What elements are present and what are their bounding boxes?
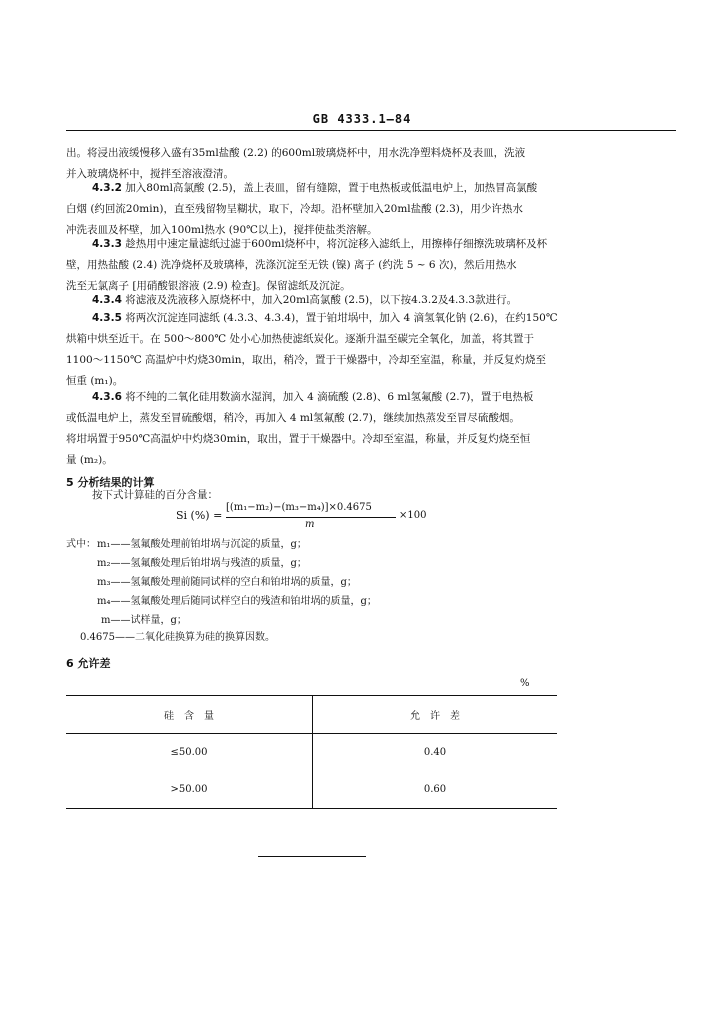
table-row: [66, 771, 557, 809]
para-line: 洗至无氯离子 [用硝酸银溶液 (2.9) 检查]。保留滤纸及沉淀。: [66, 280, 351, 292]
table-cell: 0.40: [423, 747, 447, 758]
clause-text: 加入80ml高氯酸 (2.5)，盖上表皿，留有缝隙，置于电热板或低温电炉上，加热冒高氯酸: [125, 182, 538, 194]
formula-denominator: m: [305, 519, 315, 530]
table-cell: 0.60: [313, 771, 558, 809]
para-line: 并入玻璃烧杯中，搅拌至溶液澄清。: [66, 168, 234, 180]
clause-4-3-3: [92, 234, 547, 255]
column-header: 允 许 差: [313, 696, 558, 734]
para-line: 冲洗表皿及杯壁，加入100ml热水 (90℃以上)，搅拌使盐类溶解。: [66, 224, 378, 236]
definition-line: 0.4675——二氧化硅换算为硅的换算因数。: [80, 632, 275, 643]
column-header: 硅 含 量: [66, 696, 313, 734]
unit-label: %: [520, 678, 530, 689]
tolerance-table: [66, 695, 557, 809]
clause-number: 4.3.4: [92, 294, 122, 306]
formula-lhs: Si (%) =: [176, 509, 223, 522]
end-rule: [258, 856, 366, 857]
clause-number: 4.3.6: [92, 391, 122, 403]
clause-text: 将两次沉淀连同滤纸 (4.3.3、4.3.4)，置于铂坩埚中，加入 4 滴氢氧化钠 (2.6)，在约150℃: [125, 312, 558, 324]
definition-line: m₂——氢氟酸处理后铂坩埚与残渣的质量，g；: [97, 558, 307, 569]
formula-intro: 按下式计算硅的百分含量：: [92, 489, 218, 501]
table-row: [66, 734, 557, 772]
fraction-bar: [226, 517, 396, 518]
section-5-heading: 5 分析结果的计算: [66, 476, 155, 489]
para-line: 1100～1150℃ 高温炉中灼烧30min，取出，稍冷，置于干燥器中，冷却至室温，称量，并反复灼烧至: [66, 354, 546, 366]
table-cell: ≤50.00: [66, 734, 313, 772]
definition-line: m₄——氢氟酸处理后随同试样空白的残渣和铂坩埚的质量，g；: [97, 596, 377, 607]
formula-numerator: [(m₁−m₂)−(m₃−m₄)]×0.4675: [226, 502, 372, 513]
para-line: 或低温电炉上，蒸发至冒硫酸烟，稍冷，再加入 4 ml氢氟酸 (2.7)，继续加热蒸发至冒尽硫酸烟。: [66, 412, 520, 424]
formula-multiplier: ×100: [399, 510, 427, 521]
para-line: 壁，用热盐酸 (2.4) 洗净烧杯及玻璃棒，洗涤沉淀至无铁 (镍) 离子 (约洗 5 ~ 6 次)，然后用热水: [66, 259, 517, 271]
page-header: GB 4333.1—84: [312, 112, 412, 126]
clause-text: 将滤液及洗液移入原烧杯中，加入20ml高氯酸 (2.5)，以下按4.3.2及4.3.3款进行。: [125, 294, 518, 306]
para-line: 出。将浸出液缓慢移入盛有35ml盐酸 (2.2) 的600ml玻璃烧杯中，用水洗净塑料烧杯及表皿，洗液: [66, 147, 526, 159]
clause-4-3-6: [92, 387, 533, 408]
table-header-row: [66, 696, 557, 734]
para-line: 恒重 (m₁)。: [66, 375, 124, 387]
clause-number: 4.3.5: [92, 312, 122, 324]
clause-number: 4.3.2: [92, 182, 122, 194]
para-line: 量 (m₂)。: [66, 454, 113, 466]
definition-line: m₁——氢氟酸处理前铂坩埚与沉淀的质量，g；: [97, 539, 307, 550]
para-line: 将坩埚置于950℃高温炉中灼烧30min，取出，置于干燥器中。冷却至室温，称量，并反复灼烧至恒: [66, 433, 531, 445]
para-line: 烘箱中烘至近干。在 500～800℃ 处小心加热使滤纸炭化。逐渐升温至碳完全氧化，加盖，将其置于: [66, 333, 535, 345]
definition-line: m——试样量，g；: [101, 615, 187, 626]
clause-text: 将不纯的二氧化硅用数滴水湿润，加入 4 滴硫酸 (2.8)、6 ml氢氟酸 (2.7)，置于电热板: [125, 391, 534, 403]
clause-4-3-5: [92, 308, 558, 329]
clause-text: 趁热用中速定量滤纸过滤于600ml烧杯中，将沉淀移入滤纸上，用擦棒仔细擦洗玻璃杯及杯: [125, 238, 548, 250]
definition-line: m₃——氢氟酸处理前随同试样的空白和铂坩埚的质量，g；: [97, 577, 357, 588]
where-label: 式中：: [66, 539, 96, 550]
para-line: 白烟 (约回流20min)，直至残留物呈糊状，取下，冷却。沿杯壁加入20ml盐酸 (2.3)，用少许热水: [66, 203, 523, 215]
table-cell: >50.00: [66, 771, 313, 809]
clause-number: 4.3.3: [92, 238, 122, 250]
clause-4-3-2: [92, 178, 537, 199]
header-rule: [66, 130, 676, 131]
section-6-heading: 6 允许差: [66, 657, 111, 670]
